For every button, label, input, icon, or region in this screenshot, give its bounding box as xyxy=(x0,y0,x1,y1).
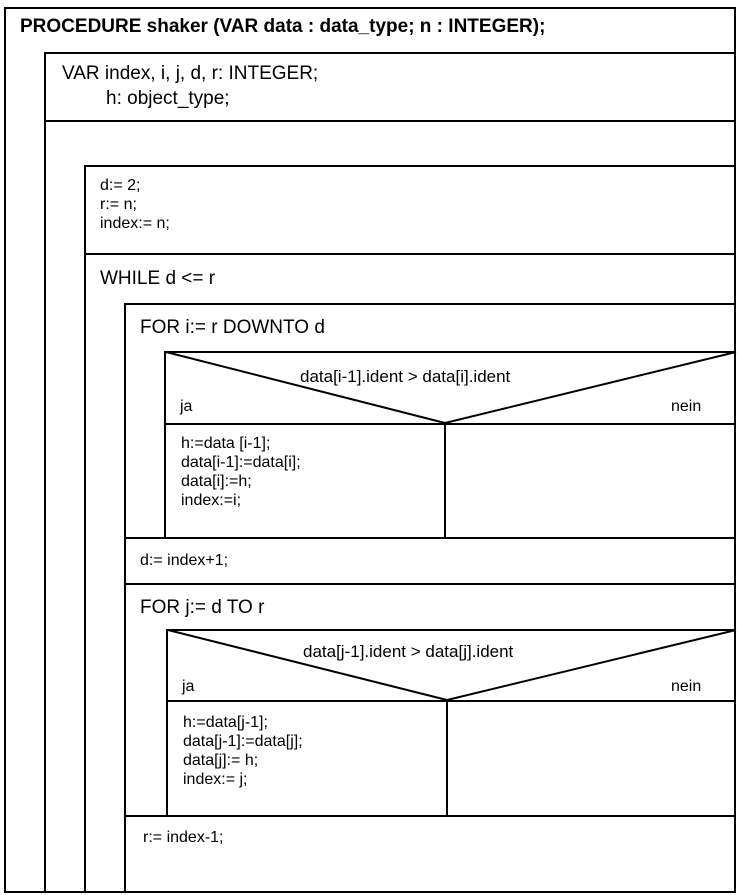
assign-r-statement: r:= index-1; xyxy=(143,829,224,846)
for-i-header: FOR i:= r DOWNTO d xyxy=(140,317,325,338)
init-line-2: r:= n; xyxy=(100,196,137,213)
while-header: WHILE d <= r xyxy=(100,268,216,289)
decision-1-yes-label: ja xyxy=(180,398,193,415)
procedure-header: PROCEDURE shaker (VAR data : data_type; n : INTEGER); xyxy=(20,16,546,37)
init-line-1: d:= 2; xyxy=(100,177,141,194)
decision-2-right-diagonal xyxy=(447,630,736,700)
decision-2-yes-line-2: data[j-1]:=data[j]; xyxy=(183,733,303,750)
decision-1-left-diagonal xyxy=(166,352,445,423)
init-line-3: index:= n; xyxy=(100,215,170,232)
var-declaration-line-2: h: object_type; xyxy=(106,88,230,109)
assign-d-statement: d:= index+1; xyxy=(140,552,229,569)
decision-1-right-diagonal xyxy=(445,352,736,423)
decision-1-no-label: nein xyxy=(671,398,702,415)
decision-1-yes-line-4: index:=i; xyxy=(181,492,242,509)
decision-1-yes-line-2: data[i-1]:=data[i]; xyxy=(181,454,301,471)
decision-2-yes-line-4: index:= j; xyxy=(183,771,248,788)
decision-2-left-diagonal xyxy=(168,630,447,700)
for-j-header: FOR j:= d TO r xyxy=(140,597,265,618)
decision-1-condition: data[i-1].ident > data[i].ident xyxy=(300,367,511,386)
decision-2-yes-line-1: h:=data[j-1]; xyxy=(183,714,268,731)
decision-2-condition: data[j-1].ident > data[j].ident xyxy=(303,642,514,661)
decision-1-yes-line-3: data[i]:=h; xyxy=(181,473,252,490)
decision-2-yes-line-3: data[j]:= h; xyxy=(183,752,259,769)
var-declaration-line-1: VAR index, i, j, d, r: INTEGER; xyxy=(62,63,319,84)
decision-2-no-label: nein xyxy=(671,678,702,695)
decision-1-yes-line-1: h:=data [i-1]; xyxy=(181,435,271,452)
decision-2-yes-label: ja xyxy=(182,678,195,695)
